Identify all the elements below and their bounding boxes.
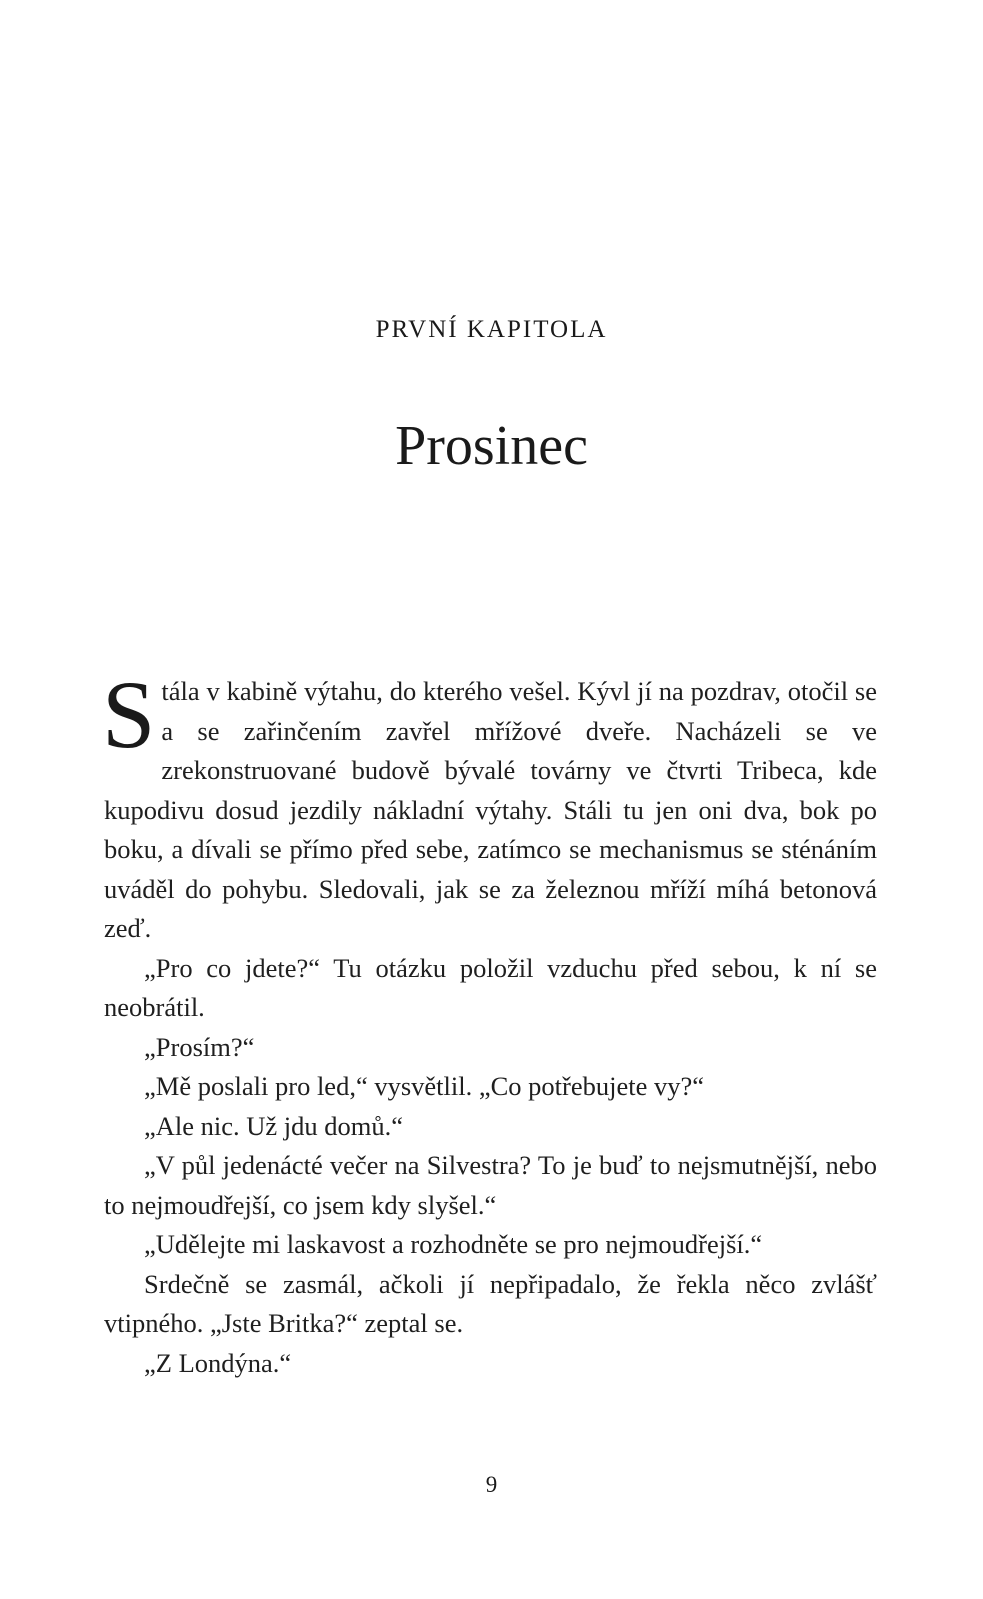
paragraph-dialogue-3: „Mě poslali pro led,“ vysvětlil. „Co potřebujete vy?“ [144, 1071, 705, 1101]
paragraph-dialogue-5: „V půl jedenácté večer na Silvestra? To je buď to nejsmutnější, nebo to nejmoudřejší, co jsem kdy slyšel.“ [104, 1150, 877, 1220]
page-number: 9 [485, 1472, 498, 1497]
drop-cap: S [102, 661, 156, 768]
chapter-label: PRVNÍ KAPITOLA [375, 316, 608, 343]
chapter-title: Prosinec [395, 415, 588, 477]
paragraph-dialogue-4: „Ale nic. Už jdu domů.“ [144, 1110, 404, 1141]
paragraph-narration: Srdečně se zasmál, ačkoli jí nepřipadalo, že řekla něco zvlášť vtipného. „Jste Britka?“ zeptal se. [104, 1268, 877, 1338]
paragraph-opening-text: tála v kabině výtahu, do kterého vešel. Kývl jí na pozdrav, otočil se a se zařinčením zavřel mřížové dveře. Nacházeli se ve zrekonstruované budově bývalé továrny ve čtvrti Tribeca, kde kupodivu dosud jezdily nákladní výtahy. Stáli tu jen oni dva, bok po boku, a dívali se přímo před sebe, zatímco se mechanismus se sténáním uváděl do pohybu. Sledovali, jak se za železnou mříží míhá betonová zeď. [104, 676, 877, 943]
paragraph-dialogue-7: „Z Londýna.“ [144, 1347, 292, 1378]
paragraph-opening [102, 661, 877, 949]
paragraph-dialogue-1: „Pro co jdete?“ Tu otázku položil vzduchu před sebou, k ní se neobrátil. [104, 952, 877, 1022]
paragraph-dialogue-2: „Prosím?“ [144, 1031, 255, 1062]
chapter-text [102, 661, 877, 1383]
paragraph-dialogue-6: „Udělejte mi laskavost a rozhodněte se pro nejmoudřejší.“ [144, 1229, 763, 1259]
